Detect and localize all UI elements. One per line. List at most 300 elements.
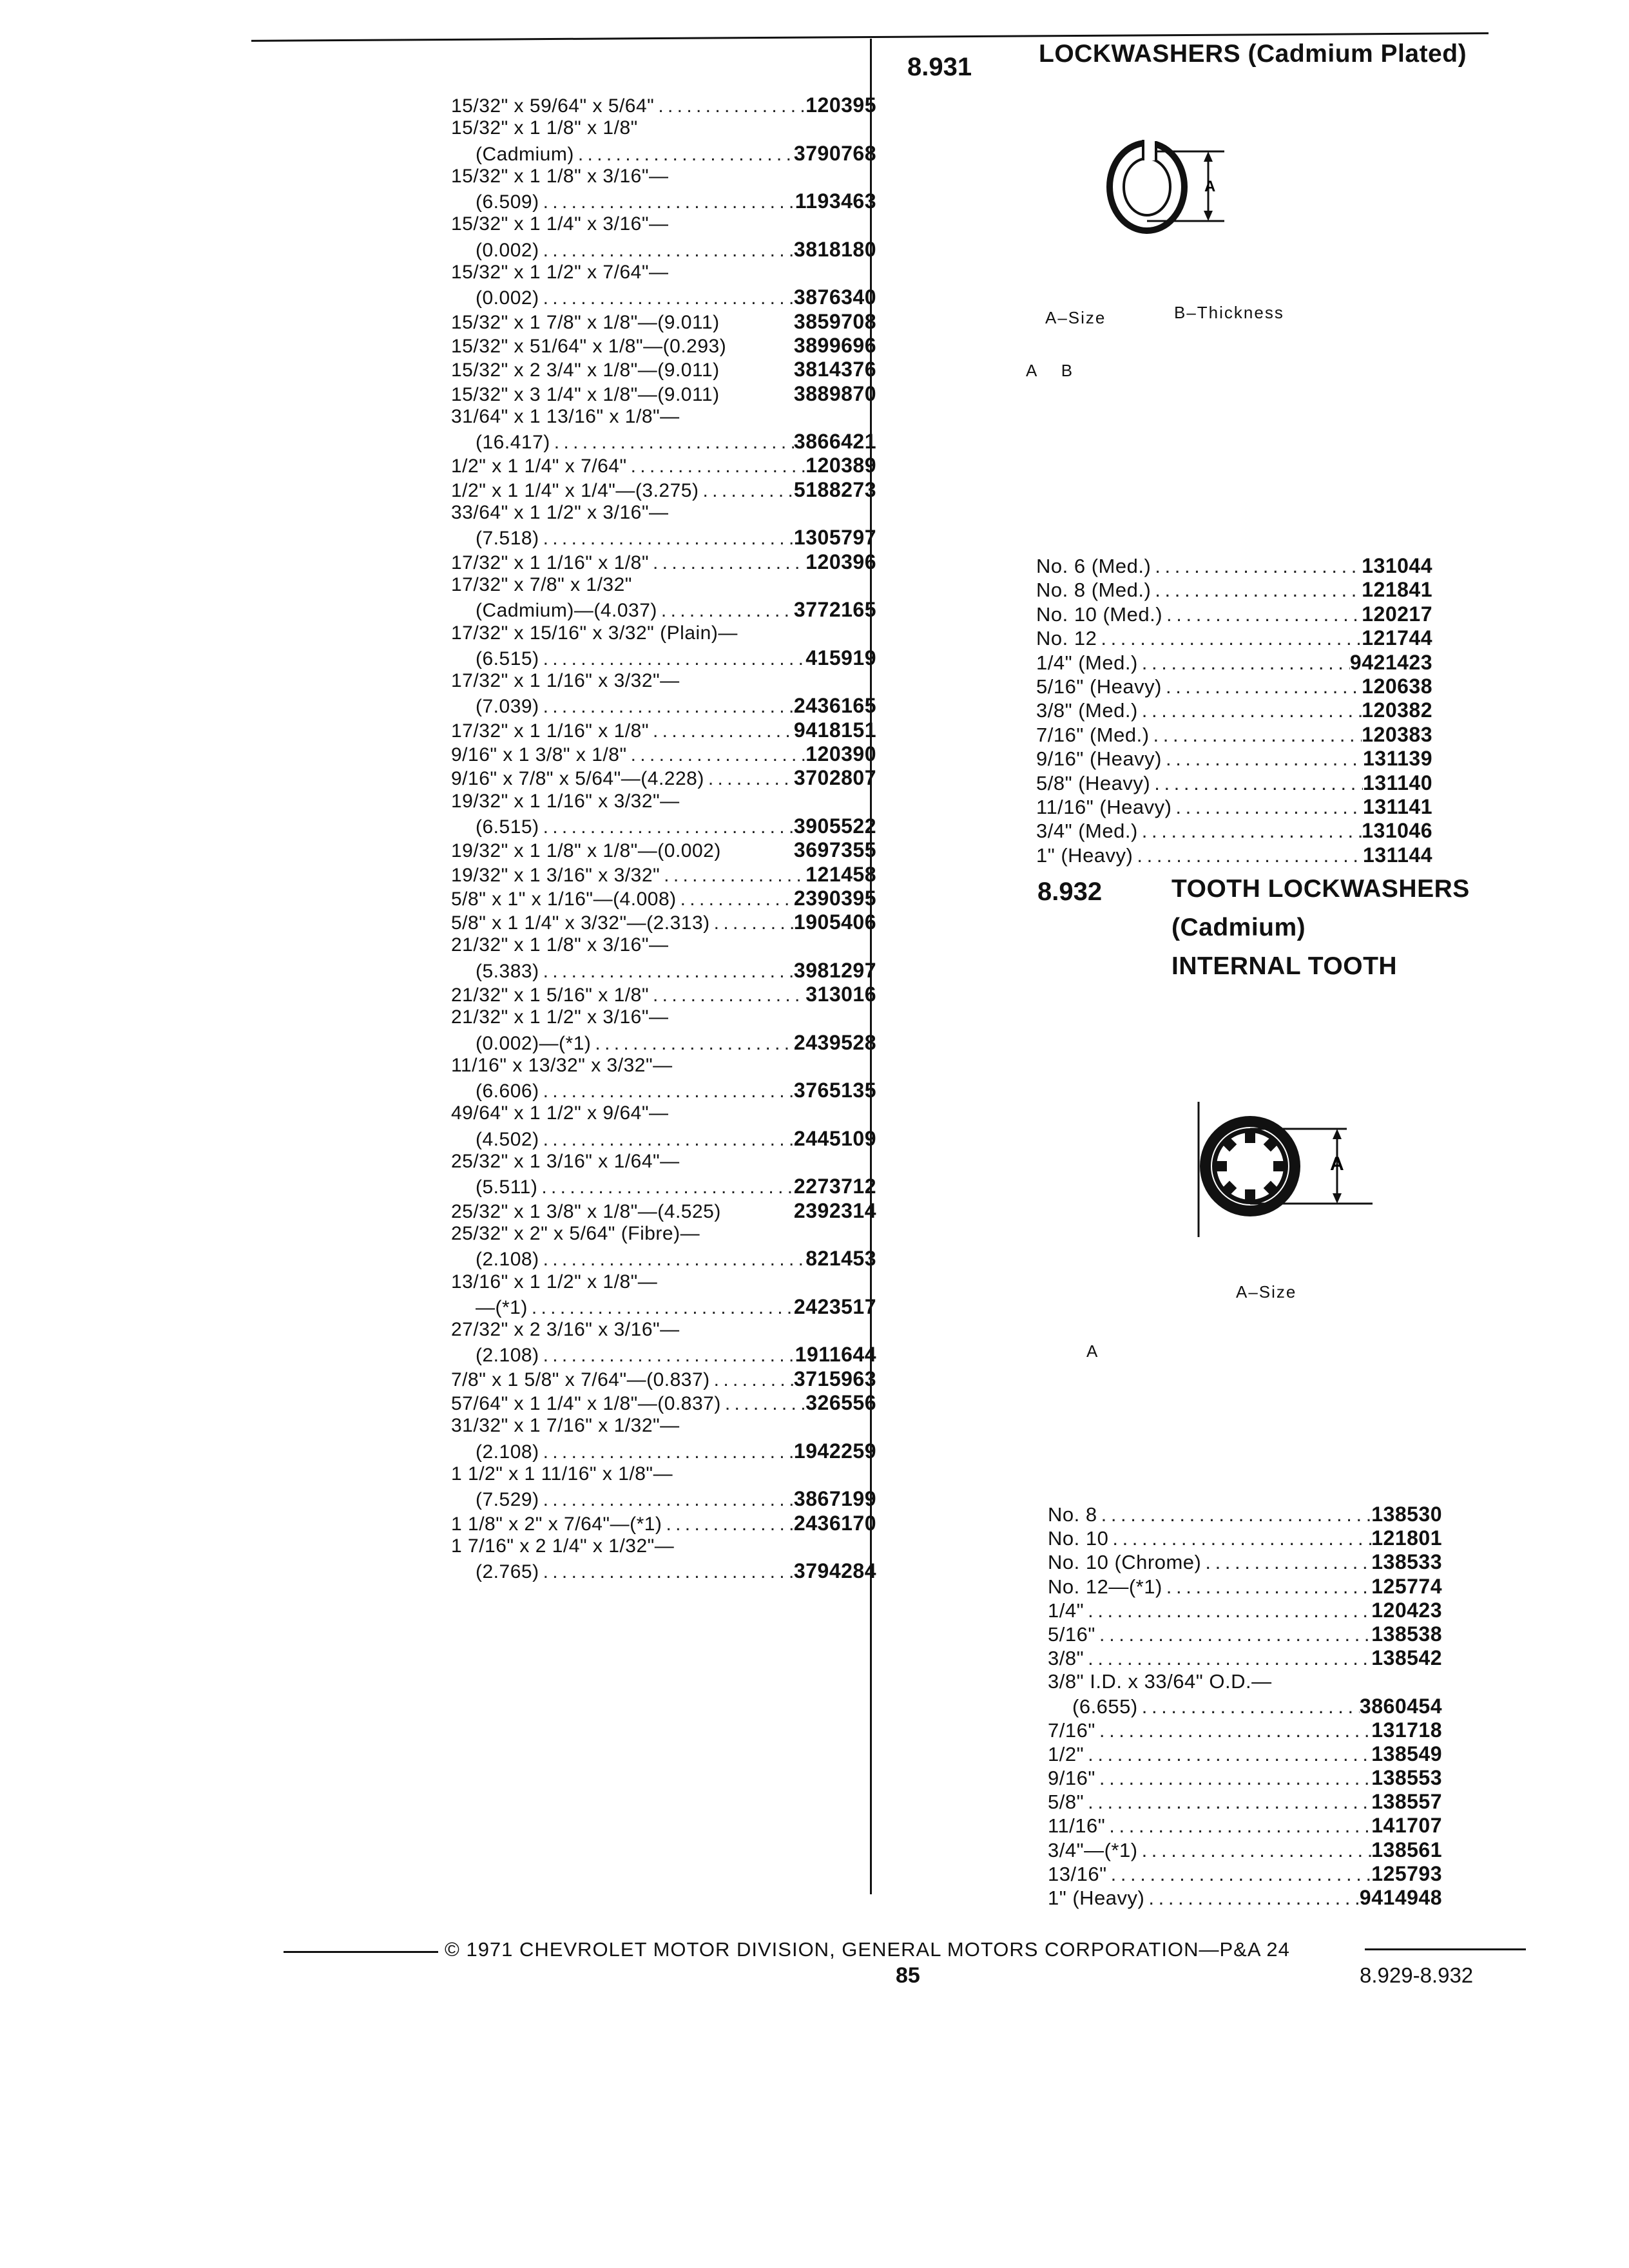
list-item bbox=[451, 1127, 876, 1151]
list-item bbox=[451, 622, 876, 646]
part-description: (Cadmium) bbox=[476, 143, 574, 165]
leader-dots bbox=[539, 1561, 794, 1583]
leader-dots bbox=[1097, 627, 1362, 650]
part-description: 15/32" x 1 1/8" x 3/16"— bbox=[451, 165, 669, 187]
list-item bbox=[1036, 554, 1432, 578]
leader-dots bbox=[1138, 651, 1350, 675]
leader-dots bbox=[1151, 555, 1362, 578]
list-item bbox=[451, 598, 876, 622]
part-description: 15/32" x 1 1/8" x 1/8" bbox=[451, 117, 638, 139]
list-item bbox=[451, 1463, 876, 1487]
list-item bbox=[451, 358, 876, 381]
list-item bbox=[451, 574, 876, 598]
part-number: 121744 bbox=[1362, 626, 1432, 650]
leader-dots bbox=[1138, 820, 1362, 843]
list-item bbox=[1048, 1599, 1442, 1622]
part-description: 7/8" x 1 5/8" x 7/64"—(0.837) bbox=[451, 1369, 710, 1390]
part-number: 3818180 bbox=[793, 237, 876, 261]
leader-dots bbox=[539, 528, 794, 550]
part-number: 120390 bbox=[805, 742, 876, 766]
list-item bbox=[1036, 578, 1432, 602]
list-item bbox=[1036, 651, 1432, 675]
leader-dots bbox=[1097, 1503, 1372, 1526]
part-description: 25/32" x 1 3/16" x 1/64"— bbox=[451, 1151, 680, 1173]
leader-dots bbox=[699, 480, 793, 502]
page-number: 85 bbox=[896, 1963, 920, 1988]
list-item bbox=[451, 1031, 876, 1055]
section-number-2: 8.932 bbox=[1037, 878, 1103, 906]
leader-dots bbox=[574, 144, 794, 166]
part-description: (5.511) bbox=[476, 1177, 538, 1198]
part-number: 138549 bbox=[1371, 1742, 1442, 1765]
leader-dots bbox=[1095, 1719, 1371, 1742]
caption-size: A–Size bbox=[1045, 308, 1106, 327]
leader-dots bbox=[657, 600, 794, 622]
list-item bbox=[451, 1199, 876, 1223]
leader-dots bbox=[1162, 1575, 1371, 1599]
part-number: 1911644 bbox=[795, 1343, 876, 1367]
part-description: (0.002) bbox=[476, 239, 539, 261]
lockwasher-parts-list bbox=[1036, 554, 1432, 867]
part-description: 13/16" x 1 1/2" x 1/8"— bbox=[451, 1271, 658, 1293]
part-description: No. 10 (Med.) bbox=[1036, 602, 1163, 626]
part-number: 131140 bbox=[1362, 771, 1432, 794]
part-number: 3867199 bbox=[793, 1487, 876, 1511]
list-item bbox=[451, 166, 876, 189]
leader-dots bbox=[1201, 1551, 1371, 1574]
part-number: 120395 bbox=[805, 93, 876, 117]
list-item bbox=[451, 1535, 876, 1559]
part-number: 3794284 bbox=[793, 1559, 876, 1583]
part-description: 5/16" bbox=[1048, 1622, 1095, 1646]
part-number: 138561 bbox=[1371, 1838, 1442, 1861]
part-number: 138530 bbox=[1371, 1503, 1442, 1526]
list-item bbox=[451, 694, 876, 718]
part-number: 138542 bbox=[1371, 1646, 1442, 1670]
part-description: 9/16" (Heavy) bbox=[1036, 747, 1162, 771]
part-number: 3697355 bbox=[793, 838, 876, 862]
leader-dots bbox=[1084, 1647, 1371, 1670]
part-description: 15/32" x 51/64" x 1/8"—(0.293) bbox=[451, 335, 727, 357]
list-item bbox=[1036, 602, 1432, 626]
part-description: 1 1/2" x 1 11/16" x 1/8"— bbox=[451, 1463, 673, 1485]
part-description: (4.502) bbox=[476, 1128, 539, 1150]
list-item bbox=[451, 1223, 876, 1247]
part-number: 131141 bbox=[1362, 794, 1432, 818]
part-description: 1/4" bbox=[1048, 1599, 1084, 1622]
list-item bbox=[451, 454, 876, 477]
part-number: 131046 bbox=[1362, 819, 1432, 843]
list-item bbox=[1048, 1575, 1442, 1599]
list-item bbox=[451, 1512, 876, 1535]
part-description: 31/64" x 1 13/16" x 1/8"— bbox=[451, 405, 680, 427]
part-description: 5/8" x 1 1/4" x 3/32"—(2.313) bbox=[451, 912, 710, 934]
caption-letter-2: A bbox=[1086, 1341, 1099, 1361]
part-description: 11/16" (Heavy) bbox=[1036, 795, 1172, 818]
leader-dots bbox=[1162, 603, 1362, 626]
part-description: 5/8" (Heavy) bbox=[1036, 771, 1151, 794]
list-item bbox=[451, 1391, 876, 1415]
part-number: 120423 bbox=[1371, 1598, 1442, 1622]
part-description: 15/32" x 3 1/4" x 1/8"—(9.011) bbox=[451, 383, 720, 405]
section-title: LOCKWASHERS (Cadmium Plated) bbox=[1039, 40, 1467, 68]
leader-dots bbox=[710, 1369, 794, 1391]
part-description: 1/2" bbox=[1048, 1742, 1084, 1765]
list-item bbox=[451, 1367, 876, 1391]
list-item bbox=[1036, 819, 1432, 843]
list-item bbox=[451, 670, 876, 694]
part-description: 33/64" x 1 1/2" x 3/16"— bbox=[451, 502, 669, 524]
leader-dots bbox=[528, 1297, 794, 1319]
list-item bbox=[1036, 843, 1432, 867]
list-item bbox=[1048, 1886, 1442, 1910]
part-number: 3889870 bbox=[793, 381, 876, 405]
part-description: (2.765) bbox=[476, 1561, 539, 1583]
part-number: 313016 bbox=[805, 982, 876, 1006]
leader-dots bbox=[539, 1345, 795, 1367]
part-number: 821453 bbox=[805, 1247, 876, 1271]
part-description: (6.515) bbox=[476, 648, 539, 669]
list-item bbox=[451, 1006, 876, 1030]
leader-dots bbox=[1138, 1695, 1360, 1718]
part-number: 125774 bbox=[1371, 1574, 1442, 1598]
list-item bbox=[451, 285, 876, 309]
part-number: 2273712 bbox=[793, 1175, 876, 1198]
part-number: 415919 bbox=[805, 646, 876, 669]
part-description: 49/64" x 1 1/2" x 9/64"— bbox=[451, 1102, 669, 1124]
list-item bbox=[451, 1295, 876, 1319]
part-number: 141707 bbox=[1371, 1814, 1442, 1838]
leader-dots bbox=[654, 95, 805, 117]
leader-dots bbox=[539, 961, 794, 983]
leader-dots bbox=[1105, 1814, 1371, 1838]
part-number: 138557 bbox=[1371, 1790, 1442, 1814]
list-item bbox=[451, 1319, 876, 1343]
leader-dots bbox=[539, 191, 795, 213]
part-description: 9/16" x 7/8" x 5/64"—(4.228) bbox=[451, 768, 704, 790]
part-description: No. 10 bbox=[1048, 1527, 1109, 1550]
leader-dots bbox=[539, 1249, 806, 1271]
leader-dots bbox=[539, 1081, 794, 1102]
leader-dots bbox=[1084, 1791, 1371, 1814]
part-description: 1/2" x 1 1/4" x 1/4"—(3.275) bbox=[451, 479, 699, 501]
list-item bbox=[451, 117, 876, 141]
list-item bbox=[451, 791, 876, 814]
part-number: 1905406 bbox=[793, 910, 876, 934]
part-description: (2.108) bbox=[476, 1249, 539, 1271]
part-description: 3/8" I.D. x 33/64" O.D.— bbox=[1048, 1670, 1272, 1693]
part-number: 9418151 bbox=[793, 718, 876, 742]
part-description: 17/32" x 7/8" x 1/32" bbox=[451, 573, 632, 595]
lockwasher-diagram bbox=[1095, 126, 1263, 248]
part-description: 15/32" x 1 7/8" x 1/8"—(9.011) bbox=[451, 311, 720, 333]
leader-dots bbox=[539, 287, 794, 309]
part-number: 2436165 bbox=[793, 694, 876, 718]
list-item bbox=[1048, 1550, 1442, 1574]
part-description: 9/16" bbox=[1048, 1767, 1095, 1790]
part-number: 121841 bbox=[1362, 578, 1432, 602]
list-item bbox=[451, 1247, 876, 1271]
list-item bbox=[451, 910, 876, 934]
part-number: 138533 bbox=[1371, 1550, 1442, 1574]
leader-dots bbox=[627, 744, 806, 766]
list-item bbox=[451, 550, 876, 574]
part-description: 17/32" x 1 1/16" x 1/8" bbox=[451, 552, 649, 573]
part-number: 120217 bbox=[1362, 602, 1432, 626]
part-number: 2423517 bbox=[793, 1294, 876, 1318]
leader-dots bbox=[660, 865, 805, 887]
leader-dots bbox=[539, 1129, 794, 1151]
list-item bbox=[451, 382, 876, 406]
list-item bbox=[451, 766, 876, 790]
part-description: No. 12 bbox=[1036, 627, 1097, 650]
leader-dots bbox=[662, 1514, 793, 1535]
part-description: (2.108) bbox=[476, 1345, 539, 1367]
list-item bbox=[451, 1271, 876, 1295]
list-item bbox=[451, 1102, 876, 1126]
part-number: 3715963 bbox=[793, 1367, 876, 1390]
part-description: 1 7/16" x 2 1/4" x 1/32"— bbox=[451, 1535, 675, 1557]
part-number: 3981297 bbox=[793, 958, 876, 982]
leader-dots bbox=[539, 1489, 794, 1511]
leader-dots bbox=[649, 985, 805, 1006]
part-description: 11/16" bbox=[1048, 1814, 1106, 1838]
tooth-lockwasher-parts-list bbox=[1048, 1503, 1442, 1910]
leader-dots bbox=[1151, 579, 1362, 602]
part-number: 9414948 bbox=[1359, 1886, 1442, 1909]
part-number: 1942259 bbox=[793, 1439, 876, 1463]
part-number: 3876340 bbox=[793, 285, 876, 309]
list-item bbox=[451, 1151, 876, 1175]
list-item bbox=[451, 310, 876, 334]
part-number: 3866421 bbox=[793, 430, 876, 454]
caption-size-2: A–Size bbox=[1236, 1282, 1297, 1302]
left-parts-list bbox=[451, 93, 876, 1583]
part-description: (6.606) bbox=[476, 1081, 539, 1102]
footer-rule-left bbox=[284, 1951, 438, 1953]
leader-dots bbox=[710, 912, 794, 934]
list-item bbox=[1036, 771, 1432, 795]
part-number: 1305797 bbox=[793, 526, 876, 550]
section-title-2: TOOTH LOCKWASHERS bbox=[1171, 875, 1470, 903]
part-description: 15/32" x 2 3/4" x 1/8"—(9.011) bbox=[451, 360, 720, 381]
section-range: 8.929-8.932 bbox=[1360, 1963, 1474, 1987]
part-description: 1" (Heavy) bbox=[1036, 843, 1133, 867]
part-description: 27/32" x 2 3/16" x 3/16"— bbox=[451, 1319, 680, 1341]
list-item bbox=[1048, 1766, 1442, 1790]
part-description: 25/32" x 2" x 5/64" (Fibre)— bbox=[451, 1222, 700, 1244]
part-number: 120382 bbox=[1362, 698, 1432, 722]
list-item bbox=[451, 142, 876, 166]
leader-dots bbox=[1138, 699, 1362, 722]
list-item bbox=[451, 1175, 876, 1198]
leader-dots bbox=[1144, 1887, 1360, 1910]
part-number: 138553 bbox=[1371, 1766, 1442, 1790]
part-description: 1" (Heavy) bbox=[1048, 1887, 1145, 1909]
part-description: No. 12—(*1) bbox=[1048, 1575, 1162, 1598]
tooth-lockwasher-dimension-label: A bbox=[1330, 1153, 1344, 1175]
list-item bbox=[451, 887, 876, 910]
list-item bbox=[1048, 1862, 1442, 1886]
leader-dots bbox=[1150, 724, 1362, 747]
part-description: (Cadmium)—(4.037) bbox=[476, 600, 657, 622]
part-number: 2439528 bbox=[793, 1030, 876, 1054]
part-description: No. 10 (Chrome) bbox=[1048, 1551, 1202, 1574]
part-description: —(*1) bbox=[476, 1296, 528, 1318]
list-item bbox=[451, 718, 876, 742]
part-description: (6.509) bbox=[476, 191, 539, 213]
part-description: 9/16" x 1 3/8" x 1/8" bbox=[451, 744, 627, 766]
list-item bbox=[451, 1439, 876, 1463]
part-number: 1193463 bbox=[795, 189, 876, 213]
section-subtitle-3: INTERNAL TOOTH bbox=[1171, 952, 1398, 980]
part-description: (6.655) bbox=[1072, 1695, 1138, 1718]
part-number: 121458 bbox=[805, 862, 876, 886]
part-number: 3772165 bbox=[793, 598, 876, 622]
leader-dots bbox=[537, 1177, 794, 1198]
part-number: 138538 bbox=[1371, 1622, 1442, 1646]
leader-dots bbox=[1095, 1767, 1371, 1790]
leader-dots bbox=[539, 240, 794, 262]
part-number: 3860454 bbox=[1359, 1694, 1442, 1718]
part-number: 125793 bbox=[1371, 1861, 1442, 1885]
part-description: 3/4" (Med.) bbox=[1036, 820, 1138, 843]
list-item bbox=[1036, 747, 1432, 771]
part-description: 7/16" (Med.) bbox=[1036, 723, 1150, 746]
list-item bbox=[451, 406, 876, 430]
list-item bbox=[1048, 1718, 1442, 1742]
caption-thickness: B–Thickness bbox=[1174, 303, 1284, 322]
part-number: 131139 bbox=[1362, 747, 1432, 771]
list-item bbox=[451, 526, 876, 550]
leader-dots bbox=[1133, 844, 1363, 867]
leader-dots bbox=[677, 889, 794, 910]
list-item bbox=[1036, 795, 1432, 819]
part-description: 19/32" x 1 1/16" x 3/32"— bbox=[451, 790, 680, 812]
part-description: (7.529) bbox=[476, 1489, 539, 1511]
part-number: 120638 bbox=[1362, 674, 1432, 698]
part-description: 15/32" x 59/64" x 5/64" bbox=[451, 95, 655, 117]
part-description: (7.039) bbox=[476, 696, 539, 718]
list-item bbox=[451, 1055, 876, 1079]
part-description: 7/16" bbox=[1048, 1718, 1095, 1742]
leader-dots bbox=[1138, 1839, 1372, 1862]
list-item bbox=[451, 262, 876, 285]
part-number: 2390395 bbox=[793, 886, 876, 910]
part-number: 3702807 bbox=[793, 766, 876, 790]
leader-dots bbox=[1108, 1527, 1371, 1550]
part-description: 1 1/8" x 2" x 7/64"—(*1) bbox=[451, 1513, 662, 1535]
caption-letters: A B bbox=[1026, 361, 1074, 380]
list-item bbox=[451, 742, 876, 766]
part-description: 19/32" x 1 1/8" x 1/8"—(0.002) bbox=[451, 840, 721, 862]
part-number: 131144 bbox=[1362, 843, 1432, 867]
list-item bbox=[451, 93, 876, 117]
list-item bbox=[1036, 698, 1432, 722]
list-item bbox=[451, 959, 876, 983]
list-item bbox=[1048, 1742, 1442, 1766]
part-description: 3/8" (Med.) bbox=[1036, 699, 1138, 722]
part-description: 57/64" x 1 1/4" x 1/8"—(0.837) bbox=[451, 1393, 721, 1415]
part-description: 15/32" x 1 1/4" x 3/16"— bbox=[451, 213, 669, 235]
list-item bbox=[451, 983, 876, 1006]
part-description: 5/16" (Heavy) bbox=[1036, 675, 1162, 698]
part-number: 2445109 bbox=[793, 1126, 876, 1150]
part-number: 2436170 bbox=[793, 1511, 876, 1535]
leader-dots bbox=[1162, 747, 1363, 771]
list-item bbox=[451, 934, 876, 958]
leader-dots bbox=[649, 552, 805, 574]
list-item bbox=[451, 478, 876, 502]
list-item bbox=[1036, 626, 1432, 650]
part-description: (0.002) bbox=[476, 287, 539, 309]
list-item bbox=[451, 1487, 876, 1511]
leader-dots bbox=[539, 696, 794, 718]
part-number: 3814376 bbox=[793, 358, 876, 381]
list-item bbox=[451, 1343, 876, 1367]
leader-dots bbox=[627, 456, 806, 477]
part-description: 5/8" x 1" x 1/16"—(4.008) bbox=[451, 888, 677, 910]
part-description: (6.515) bbox=[476, 816, 539, 838]
part-description: 13/16" bbox=[1048, 1862, 1107, 1885]
leader-dots bbox=[721, 1393, 805, 1415]
part-description: 17/32" x 15/16" x 3/32" (Plain)— bbox=[451, 622, 738, 644]
list-item bbox=[451, 863, 876, 887]
list-item bbox=[1048, 1814, 1442, 1838]
leader-dots bbox=[1095, 1623, 1371, 1646]
part-description: 1/4" (Med.) bbox=[1036, 651, 1138, 674]
list-item bbox=[1048, 1646, 1442, 1670]
part-description: 31/32" x 1 7/16" x 1/32"— bbox=[451, 1415, 680, 1437]
list-item bbox=[451, 502, 876, 526]
part-number: 131044 bbox=[1362, 554, 1432, 577]
leader-dots bbox=[649, 720, 794, 742]
part-description: 21/32" x 1 1/8" x 3/16"— bbox=[451, 934, 669, 956]
leader-dots bbox=[1171, 796, 1363, 819]
list-item bbox=[1048, 1622, 1442, 1646]
leader-dots bbox=[550, 432, 794, 454]
leader-dots bbox=[539, 816, 794, 838]
part-description: 3/8" bbox=[1048, 1647, 1084, 1670]
part-number: 3765135 bbox=[793, 1079, 876, 1102]
part-number: 3899696 bbox=[793, 333, 876, 357]
part-number: 2392314 bbox=[793, 1198, 876, 1222]
list-item bbox=[1048, 1670, 1442, 1694]
list-item bbox=[451, 189, 876, 213]
part-number: 120389 bbox=[805, 454, 876, 477]
part-description: 15/32" x 1 1/2" x 7/64"— bbox=[451, 262, 669, 284]
part-description: (7.518) bbox=[476, 528, 539, 550]
list-item bbox=[451, 646, 876, 670]
list-item bbox=[451, 430, 876, 454]
copyright-footer: © 1971 CHEVROLET MOTOR DIVISION, GENERAL MOTORS CORPORATION—P&A 24 bbox=[445, 1938, 1290, 1961]
part-number: 131718 bbox=[1371, 1718, 1442, 1742]
list-item bbox=[1048, 1790, 1442, 1814]
part-description: 17/32" x 1 1/16" x 1/8" bbox=[451, 720, 649, 742]
leader-dots bbox=[539, 1441, 794, 1463]
part-number: 3790768 bbox=[793, 141, 876, 165]
section-number: 8.931 bbox=[907, 53, 972, 81]
lockwasher-dimension-label: A bbox=[1204, 178, 1216, 195]
leader-dots bbox=[1084, 1599, 1371, 1622]
list-item bbox=[1036, 675, 1432, 698]
list-item bbox=[451, 1415, 876, 1439]
leader-dots bbox=[704, 768, 794, 790]
list-item bbox=[1048, 1838, 1442, 1862]
footer-rule-right bbox=[1365, 1948, 1526, 1950]
part-number: 3859708 bbox=[793, 309, 876, 333]
list-item bbox=[451, 334, 876, 358]
